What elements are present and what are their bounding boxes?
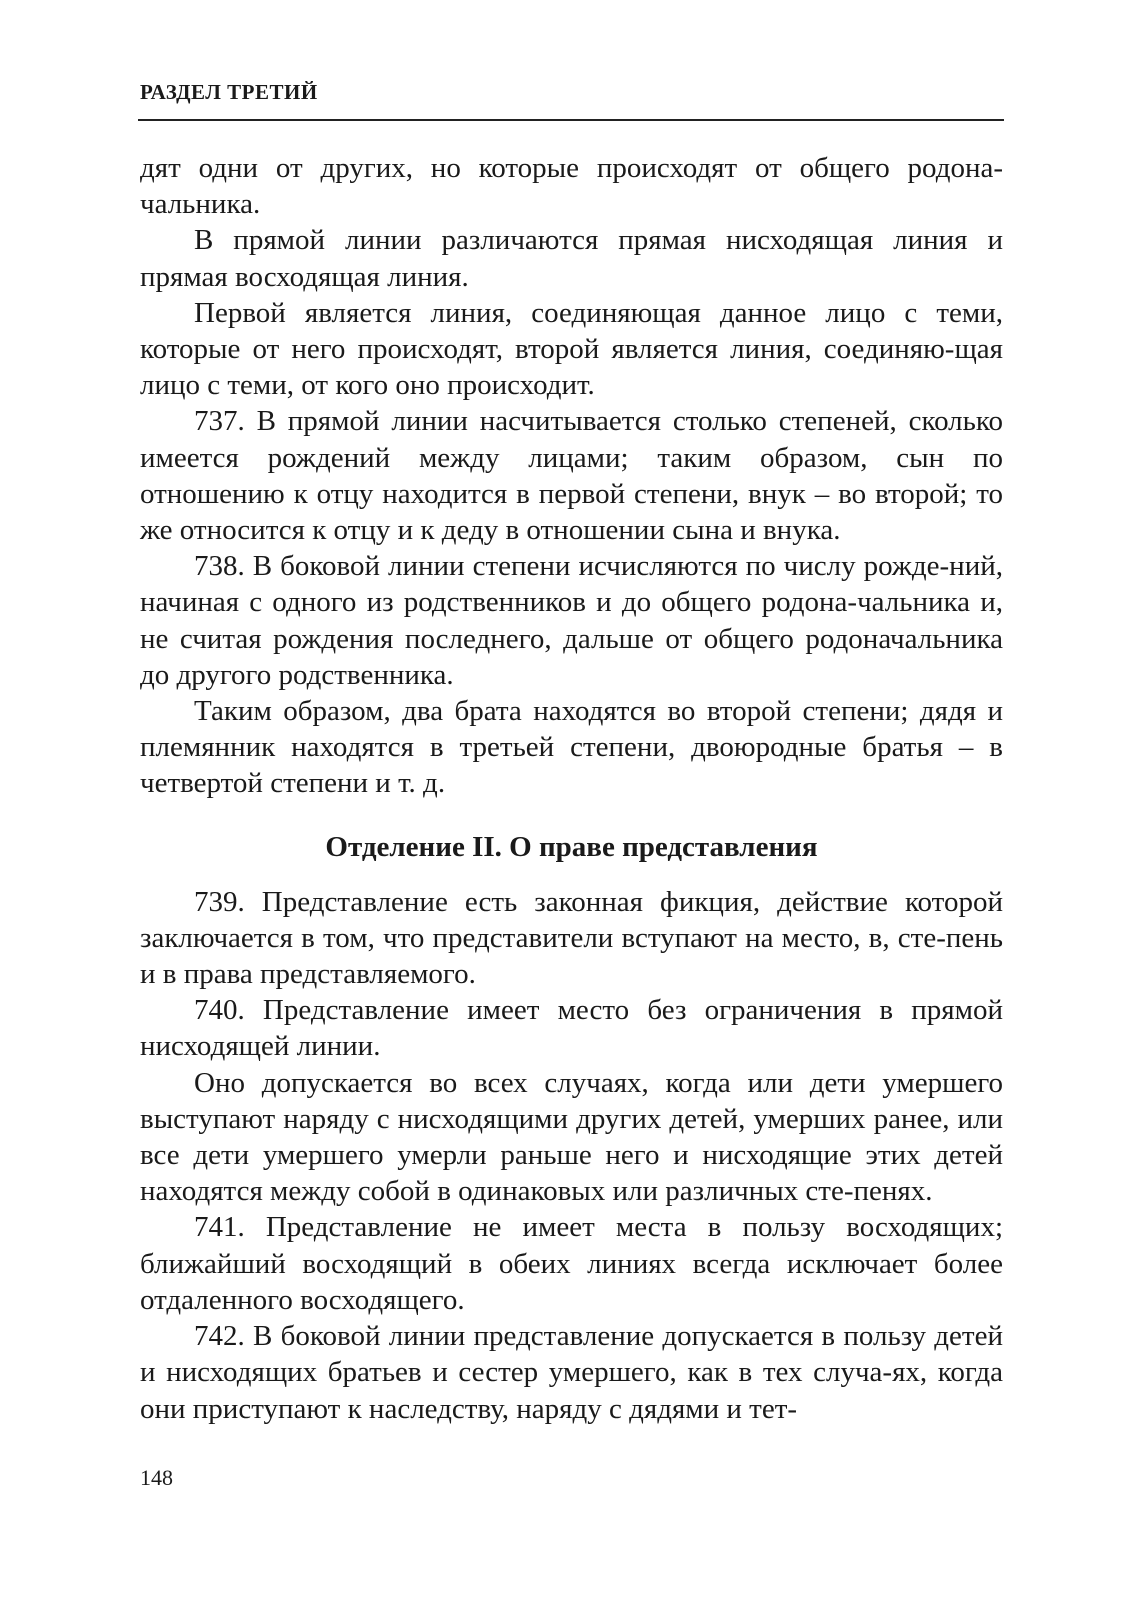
paragraph: Первой является линия, соединяющая данное лицо с теми, которые от него происходят, второй является линия, соединяю-щая лицо с теми, от кого оно происходит. <box>140 296 1003 402</box>
article-739: 739. Представление есть законная фикция, действие которой заключается в том, что представители вступают на место, в, сте-пень и в права представляемого. <box>140 885 1003 991</box>
article-742: 742. В боковой линии представление допускается в пользу детей и нисходящих братьев и сестер умершего, как в тех случа-ях, когда они приступают к наследству, наряду с дядями и тет- <box>140 1320 1003 1425</box>
article-738: 738. В боковой линии степени исчисляются по числу рожде-ний, начиная с одного из родственников и до общего родона-чальника и, не считая рождения последнего, дальше от общего родоначальника до другого родственника. <box>140 550 1003 691</box>
article-740: 740. Представление имеет место без ограничения в прямой нисходящей линии. <box>140 994 1003 1063</box>
page-number: 148 <box>140 1465 173 1490</box>
paragraph: Таким образом, два брата находятся во второй степени; дядя и племянник находятся в третьей степени, двоюродные братья – в четвертой степени и т. д. <box>140 695 1003 800</box>
article-741: 741. Представление не имеет места в пользу восходящих; ближайший восходящий в обеих линиях всегда исключает более отдаленного восходящего. <box>140 1211 1003 1316</box>
paragraph: Оно допускается во всех случаях, когда или дети умершего выступают наряду с нисходящими других детей, умерших ранее, или все дети умершего умерли раньше него и нисходящие этих детей находятся между собой в одинаковых или различных сте-пенях. <box>140 1066 1003 1208</box>
page-body <box>140 150 1003 1427</box>
section-title: Отделение II. О праве представления <box>325 830 818 863</box>
article-737: 737. В прямой линии насчитывается столько степеней, сколько имеется рождений между лицами; таким образом, сын по отношению к отцу находится в первой степени, внук – во второй; то же относится к отцу и к деду в отношении сына и внука. <box>140 405 1003 547</box>
running-head: РАЗДЕЛ ТРЕТИЙ <box>140 80 318 104</box>
paragraph: В прямой линии различаются прямая нисходящая линия и прямая восходящая линия. <box>140 224 1003 293</box>
paragraph: дят одни от других, но которые происходят от общего родона-чальника. <box>140 152 1003 221</box>
header-rule <box>138 119 1004 121</box>
